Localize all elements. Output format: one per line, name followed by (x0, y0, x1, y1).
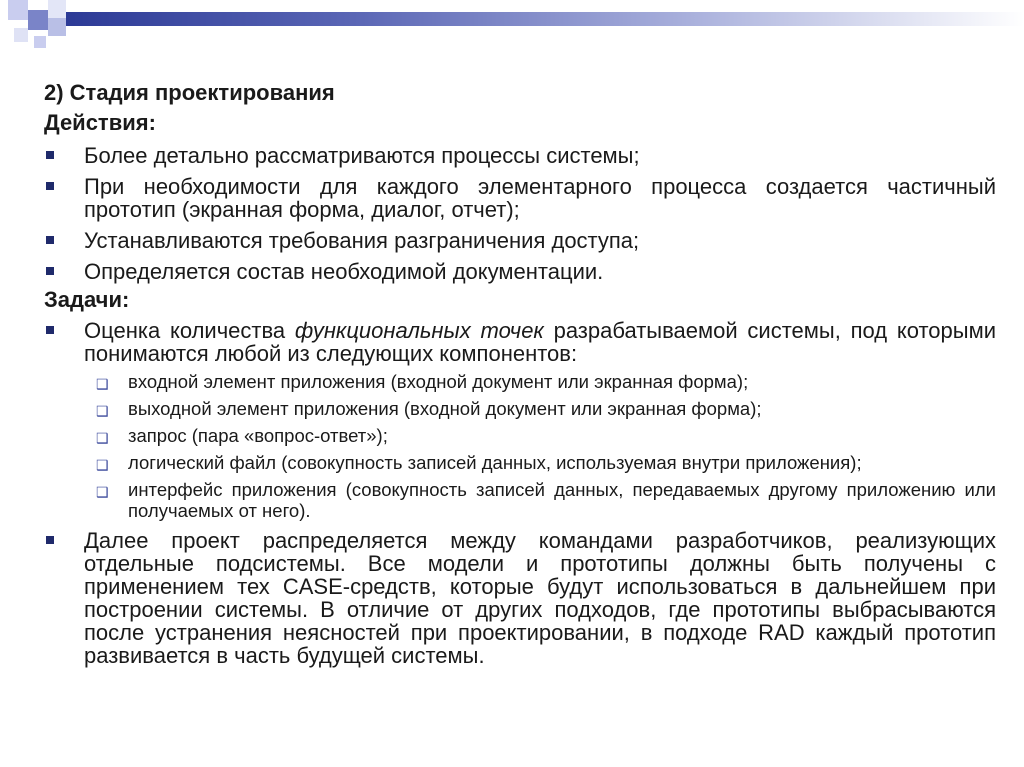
actions-list (44, 144, 996, 283)
hollow-square-bullet-icon: ❑ (96, 376, 109, 392)
tasks-label: Задачи: (44, 287, 130, 312)
list-item: Оценка количества функциональных точек разрабатываемой системы, под которыми понимаются любой из следующих компонентов: (44, 319, 996, 365)
square-bullet-icon (46, 326, 54, 334)
header-gradient-bar (66, 12, 1024, 26)
square-bullet-icon (46, 236, 54, 244)
hollow-square-bullet-icon: ❑ (96, 430, 109, 446)
list-item: При необходимости для каждого элементарного процесса создается частичный прототип (экранная форма, диалог, отчет); (44, 175, 996, 221)
sub-list-item: ❑ входной элемент приложения (входной документ или экранная форма); (44, 371, 996, 392)
list-item: Более детально рассматриваются процессы системы; (44, 144, 996, 167)
sub-list-item: ❑ запрос (пара «вопрос-ответ»); (44, 425, 996, 446)
square-bullet-icon (46, 267, 54, 275)
hollow-square-bullet-icon: ❑ (96, 403, 109, 419)
square-bullet-icon (46, 536, 54, 544)
deco-square (14, 28, 28, 42)
components-list (44, 371, 996, 521)
deco-square (48, 0, 66, 18)
square-bullet-icon (46, 151, 54, 159)
actions-label: Действия: (44, 110, 156, 135)
list-item: Далее проект распределяется между командами разработчиков, реализующих отдельные подсистемы. Все модели и прототипы должны быть получены с применением тех CASE-средств, которые будут использоваться в дальнейшем при построении системы. В отличие от других подходов, где прототипы выбрасываются после устранения неясностей при проектировании, в подходе RAD каждый прототип развивается в часть будущей системы. (44, 529, 996, 667)
deco-square (8, 0, 28, 20)
list-item: Определяется состав необходимой документации. (44, 260, 996, 283)
deco-square (48, 18, 66, 36)
hollow-square-bullet-icon: ❑ (96, 457, 109, 473)
header-decoration (0, 0, 1024, 60)
slide-title: 2) Стадия проектирования (44, 80, 335, 105)
sub-list-item: ❑ логический файл (совокупность записей данных, используемая внутри приложения); (44, 452, 996, 473)
sub-list-item: ❑ интерфейс приложения (совокупность записей данных, передаваемых другому приложению или получаемых от него). (96, 479, 996, 521)
sub-list-item: ❑ выходной элемент приложения (входной документ или экранная форма); (44, 398, 996, 419)
hollow-square-bullet-icon: ❑ (96, 484, 109, 500)
square-bullet-icon (46, 182, 54, 190)
deco-square (34, 36, 46, 48)
functional-points-term: функциональных точек (294, 318, 544, 343)
list-item: Устанавливаются требования разграничения доступа; (44, 229, 996, 252)
deco-square (28, 10, 48, 30)
slide-content (44, 78, 996, 667)
